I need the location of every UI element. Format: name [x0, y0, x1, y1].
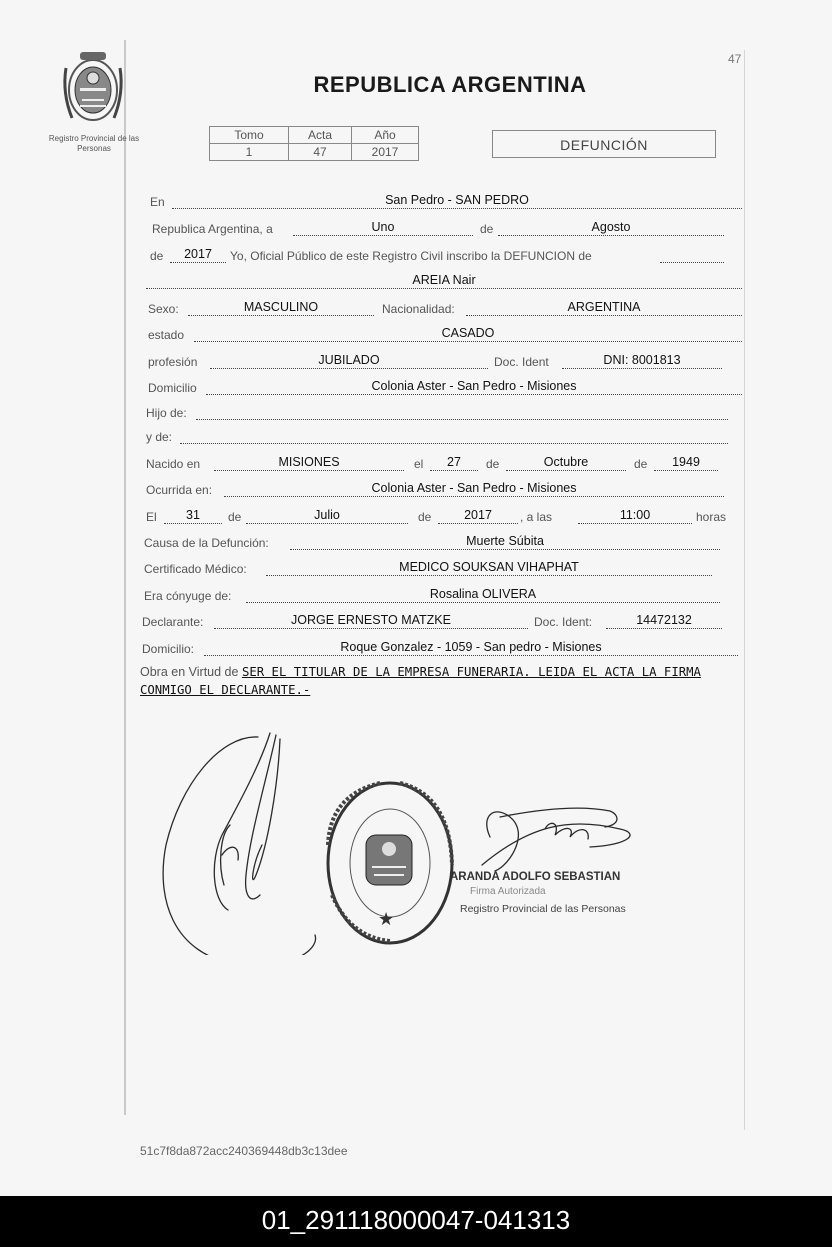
label-nacido-en: Nacido en — [146, 457, 201, 471]
dotted-line — [290, 549, 720, 550]
document-type: DEFUNCIÓN — [492, 130, 716, 158]
label-sexo: Sexo: — [148, 302, 179, 316]
value-obra-texto: SER EL TITULAR DE LA EMPRESA FUNERARIA. LEIDA EL ACTA LA FIRMA CONMIGO EL DECLARANTE.- — [140, 665, 701, 697]
label-profesion: profesión — [148, 355, 198, 369]
value-mes-texto: Agosto — [591, 220, 631, 234]
label-domicilio-2: Domicilio: — [142, 642, 195, 656]
value-dia-texto: Uno — [371, 220, 395, 234]
value-certificado: MEDICO SOUKSAN VIHAPHAT — [399, 560, 579, 574]
anio-value: 2017 — [352, 144, 419, 161]
dotted-line — [170, 262, 226, 263]
officer-organization: Registro Provincial de las Personas — [460, 903, 626, 915]
label-domicilio: Domicilio — [148, 381, 197, 395]
row-estado — [146, 324, 744, 346]
value-def-dia: 31 — [186, 508, 200, 522]
dotted-line — [506, 470, 626, 471]
dotted-line — [578, 523, 692, 524]
dotted-line — [194, 341, 742, 342]
label-republica: Republica Argentina, a — [152, 222, 273, 236]
label-el: el — [414, 457, 424, 471]
dotted-line — [172, 208, 742, 209]
value-nac-dia: 27 — [447, 455, 461, 469]
dotted-line — [266, 575, 712, 576]
label-declarante: Declarante: — [142, 615, 204, 629]
delegation-seal-icon — [328, 783, 452, 943]
value-estado: CASADO — [441, 326, 495, 340]
dotted-line — [654, 470, 718, 471]
row-certificado — [142, 558, 742, 580]
dotted-line — [188, 315, 374, 316]
dotted-line — [466, 315, 742, 316]
row-nombre — [146, 271, 744, 293]
dotted-line — [606, 628, 722, 629]
value-hora: 11:00 — [619, 508, 651, 522]
row-domicilio — [146, 377, 744, 399]
label-hijo-de: Hijo de: — [146, 406, 187, 420]
label-doc-ident: Doc. Ident — [494, 355, 549, 369]
label-de: de — [634, 457, 648, 471]
dotted-line — [293, 235, 473, 236]
label-en: En — [150, 195, 165, 209]
value-declarante-doc: 14472132 — [636, 613, 692, 627]
label-conyuge: Era cónyuge de: — [144, 589, 232, 603]
row-lugar — [148, 191, 744, 213]
label-a-las: , a las — [520, 510, 553, 524]
dotted-line — [562, 368, 722, 369]
label-causa: Causa de la Defunción: — [144, 536, 269, 550]
value-doc-ident: DNI: 8001813 — [603, 353, 681, 367]
value-nac-mes: Octubre — [543, 455, 589, 469]
dotted-line — [206, 394, 742, 395]
value-declarante: JORGE ERNESTO MATZKE — [291, 613, 451, 627]
row-declarante — [140, 611, 742, 633]
row-conyuge — [142, 585, 742, 607]
value-profesion: JUBILADO — [318, 353, 380, 367]
dotted-line — [246, 523, 408, 524]
label-estado: estado — [148, 328, 185, 342]
row-nacimiento — [144, 453, 742, 475]
signatures-and-seal — [150, 725, 710, 955]
page-right-edge — [744, 50, 745, 1130]
label-doc-ident-2: Doc. Ident: — [534, 615, 593, 629]
agency-name: Registro Provincial de las Personas — [48, 134, 140, 153]
label-de: de — [486, 457, 500, 471]
value-nombre: AREIA Nair — [412, 273, 476, 287]
document-hash: 51c7f8da872acc240369448db3c13dee — [140, 1144, 348, 1158]
label-obra: Obra en Virtud de — [140, 665, 239, 679]
label-ocurrida-en: Ocurrida en: — [146, 483, 213, 497]
svg-text:★: ★ — [378, 909, 395, 929]
value-declarante-domicilio: Roque Gonzalez - 1059 - San pedro - Misiones — [340, 640, 602, 654]
acta-value: 47 — [289, 144, 352, 161]
dotted-line — [224, 496, 724, 497]
value-def-mes: Julio — [314, 508, 340, 522]
dotted-line — [196, 419, 728, 420]
value-conyuge: Rosalina OLIVERA — [429, 587, 537, 601]
value-ocurrida-en: Colonia Aster - San Pedro - Misiones — [371, 481, 577, 495]
page-left-edge — [124, 40, 126, 1115]
label-el-upper: El — [146, 510, 157, 524]
row-domicilio-declarante — [140, 638, 742, 660]
acta-label: Acta — [289, 127, 352, 144]
page-number: 47 — [728, 52, 742, 66]
label-certificado: Certificado Médico: — [144, 562, 247, 576]
label-de: de — [228, 510, 242, 524]
label-nacionalidad: Nacionalidad: — [382, 302, 455, 316]
declarant-signature-icon — [163, 733, 315, 955]
row-fecha-inscripcion — [148, 218, 744, 240]
tomo-value: 1 — [210, 144, 289, 161]
dotted-line — [214, 628, 528, 629]
footer-id: 01_291118000047-041313 — [0, 1196, 832, 1247]
dotted-line — [164, 523, 222, 524]
document-title: REPUBLICA ARGENTINA — [313, 72, 587, 97]
officer-title: Firma Autorizada — [470, 886, 546, 897]
label-de: de — [480, 222, 494, 236]
row-ocurrida — [144, 479, 742, 501]
label-de-anio: de — [150, 249, 164, 263]
province-coat-of-arms-icon — [60, 48, 126, 128]
row-profesion — [146, 351, 744, 373]
dotted-line — [180, 443, 728, 444]
dotted-line — [438, 523, 518, 524]
row-sexo — [146, 298, 744, 320]
value-nacionalidad: ARGENTINA — [567, 300, 641, 314]
value-causa: Muerte Súbita — [466, 534, 544, 548]
value-nac-anio: 1949 — [672, 455, 700, 469]
value-lugar: San Pedro - SAN PEDRO — [385, 193, 529, 207]
dotted-line — [214, 470, 404, 471]
officer-signature-icon — [482, 808, 630, 871]
label-horas: horas — [696, 510, 727, 524]
label-oficial: Yo, Oficial Público de este Registro Civil inscribo la DEFUNCION de — [230, 249, 592, 263]
value-anio-inscripcion: 2017 — [184, 247, 212, 261]
row-oficial — [148, 245, 744, 267]
value-nacido-en: MISIONES — [278, 455, 340, 469]
row-fecha-defuncion — [144, 506, 744, 528]
dotted-line — [246, 602, 720, 603]
value-def-anio: 2017 — [464, 508, 492, 522]
label-y-de: y de: — [146, 430, 173, 444]
row-causa — [142, 532, 742, 554]
tomo-label: Tomo — [210, 127, 289, 144]
value-sexo: MASCULINO — [243, 300, 319, 314]
registry-table — [209, 126, 419, 161]
label-de: de — [418, 510, 432, 524]
dotted-line — [210, 368, 488, 369]
row-y-de — [144, 426, 742, 448]
dotted-line — [146, 288, 742, 289]
dotted-line — [660, 262, 724, 263]
dotted-line — [498, 235, 724, 236]
obra-en-virtud — [140, 663, 740, 699]
dotted-line — [204, 655, 738, 656]
officer-name: ARANDA ADOLFO SEBASTIAN — [450, 871, 621, 883]
value-domicilio: Colonia Aster - San Pedro - Misiones — [371, 379, 577, 393]
anio-label: Año — [352, 127, 419, 144]
dotted-line — [430, 470, 478, 471]
row-hijo-de — [144, 402, 742, 424]
